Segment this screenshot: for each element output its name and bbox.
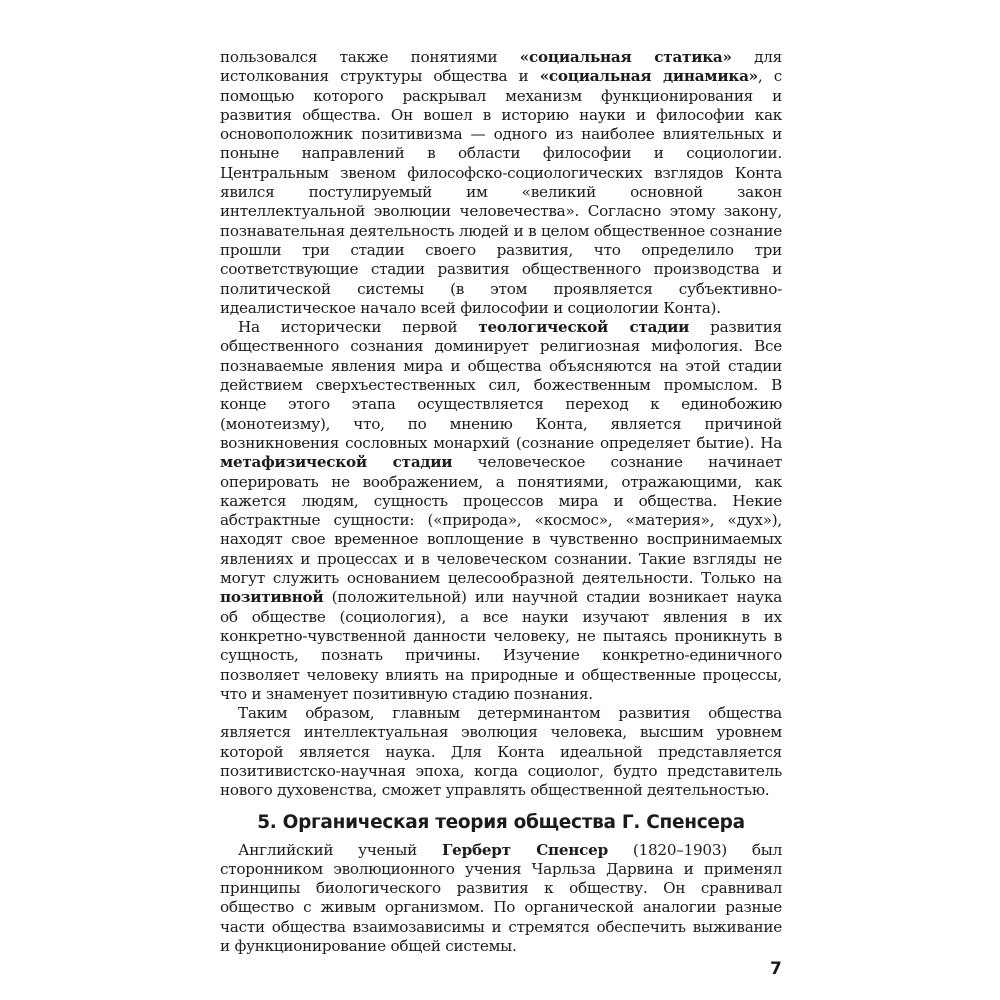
term-social-statics: «социальная статика»: [519, 48, 732, 66]
paragraph-spencer: [220, 841, 782, 957]
text-span: пользовался также понятиями: [220, 48, 520, 66]
text-span: для истолкования структуры общества и: [220, 48, 782, 86]
page-body: [220, 48, 782, 956]
text-span: развития общественного сознания доминирует религиозная мифология. Все познаваемые явления мира и общества объясняются на этой стадии действием сверхъестественных сил, божественным промыслом. В конце этого этапа осуществляется переход к единобожию (монотеизму), что, по мнению Конта, является причиной возникновения сословных монархий (сознание определяет бытие). На: [220, 318, 782, 452]
page-number: 7: [770, 959, 782, 979]
paragraph-conclusion: [220, 704, 782, 800]
term-positive-stage: позитивной: [220, 588, 324, 607]
term-theological-stage: теологической стадии: [478, 318, 690, 337]
paragraph-comte-statics: [220, 48, 782, 318]
text-span: , с помощью которого раскрывал механизм функционирования и развития общества. Он вошел в историю науки и философии как основоположник позитивизма — одного из наиболее влиятельных и поныне направлений в области философии и социологии. Центральным звеном философско-социологических взглядов Конта явился постулируемый им «великий основной закон интеллектуальной эволюции человечества». Согласно этому закону, познавательная деятельность людей и в целом общественное сознание прошли три стадии своего развития, что определило три соответствующие стадии развития общественного производства и политической системы (в этом проявляется субъективно-идеалистическое начало всей философии и социологии Конта).: [220, 67, 783, 317]
text-span: Таким образом, главным детерминантом развития общества является интеллектуальная эволюция человека, высшим уровнем которой является наука. Для Конта идеальной представляется позитивистско-научная эпоха, когда социолог, будто представитель нового духовенства, сможет управлять общественной деятельностью.: [220, 704, 782, 800]
term-social-dynamics: «социальная динамика»: [539, 67, 758, 86]
paragraph-three-stages: [220, 318, 782, 704]
text-span: Английский ученый: [238, 840, 442, 859]
term-herbert-spencer: Герберт Спенсер: [441, 840, 608, 859]
text-span: На исторически первой: [238, 318, 479, 337]
term-metaphysical-stage: метафизической стадии: [220, 453, 453, 472]
section-heading: 5. Органическая теория общества Г. Спенсера: [257, 811, 745, 833]
text-span: (положительной) или научной стадии возникает наука об обществе (социология), а все науки изучают явления в их конкретно-чувственной данности человеку, не пытаясь проникнуть в сущность, познать причины. Изучение конкретно-единичного позволяет человеку влиять на природные и общественные процессы, что и знаменует позитивную стадию познания.: [220, 588, 782, 703]
text-span: (1820–1903) был сторонником эволюционного учения Чарльза Дарвина и применял принципы биологического развития к обществу. Он сравнивал общество с живым организмом. По органической аналогии разные части общества взаимозависимы и стремятся обеспечить выживание и функционирование общей системы.: [220, 840, 783, 956]
text-span: человеческое сознание начинает оперировать не воображением, а понятиями, отражающими, как кажется людям, сущность процессов мира и общества. Некие абстрактные сущности: («природа», «космос», «материя», «дух»), находят свое временное воплощение в чувственно воспринимаемых явлениях и процессах и в человеческом сознании. Такие взгляды не могут служить основанием целесообразной деятельности. Только на: [220, 453, 782, 588]
